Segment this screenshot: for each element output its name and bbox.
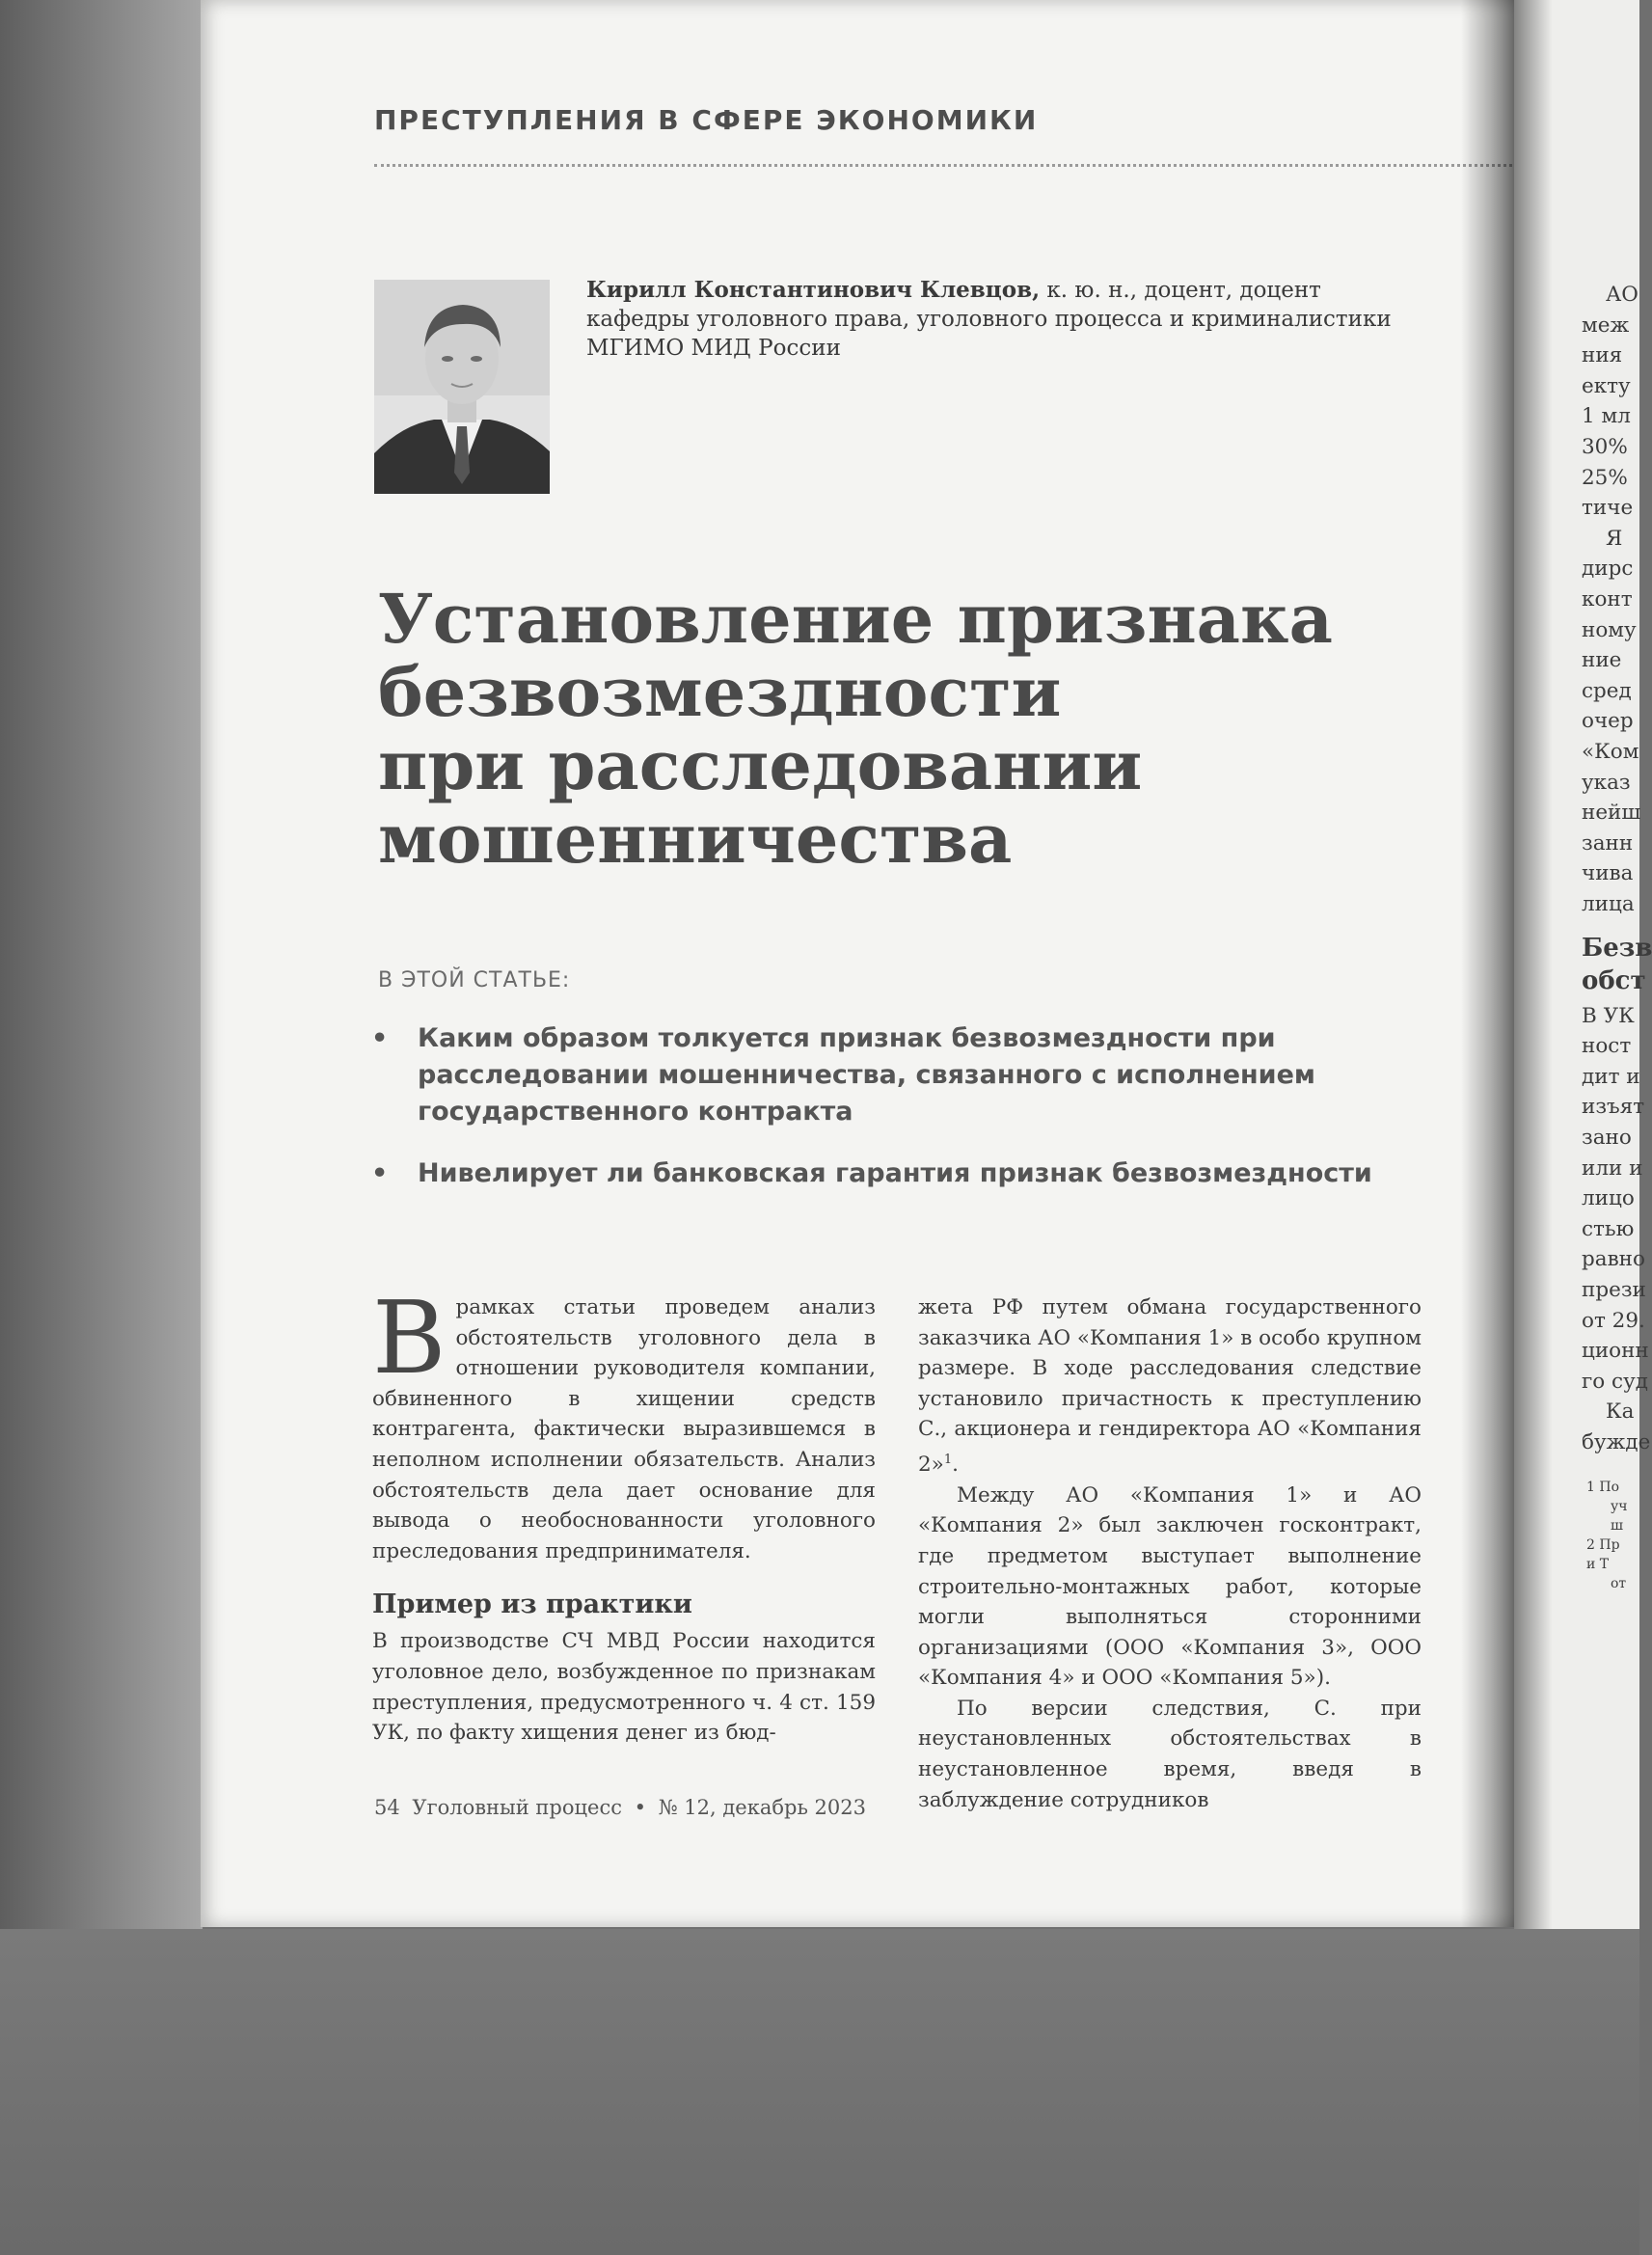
adjacent-line: го суд <box>1582 1369 1648 1394</box>
author-portrait-image <box>374 280 550 494</box>
adjacent-line: лицо <box>1582 1186 1635 1211</box>
adjacent-subheading: Безв <box>1582 933 1652 963</box>
body-paragraph: По версии следствия, С. при неустановленных обстоятельствах в неустановленное время, введя в заблуждение сотрудников <box>918 1696 1422 1812</box>
adjacent-line: стью <box>1582 1216 1635 1241</box>
bullet-icon: • <box>371 1023 389 1053</box>
adjacent-line: прези <box>1582 1278 1646 1302</box>
title-line: при расследовании <box>378 725 1143 805</box>
adjacent-line: екту <box>1582 373 1631 398</box>
adjacent-line: дит и <box>1582 1064 1640 1089</box>
adjacent-line: 25% <box>1582 465 1628 490</box>
adjacent-line: ние <box>1582 648 1622 673</box>
adjacent-line: ния <box>1582 343 1623 368</box>
article-bullet <box>371 1020 1442 1130</box>
adjacent-footnote: ш <box>1611 1517 1624 1534</box>
adjacent-line: указ <box>1582 770 1631 795</box>
drop-cap: В <box>372 1279 447 1397</box>
adjacent-line: тиче <box>1582 496 1634 521</box>
adjacent-line: равно <box>1582 1247 1645 1272</box>
article-bullet <box>371 1155 1442 1192</box>
journal-name: Уголовный процесс <box>412 1796 622 1819</box>
issue-info: № 12, декабрь 2023 <box>658 1796 866 1819</box>
adjacent-line: Ка <box>1606 1399 1635 1425</box>
book-gutter-shadow <box>1461 0 1514 1927</box>
title-line: мошенничества <box>378 799 1013 879</box>
adjacent-line: Я <box>1606 526 1623 551</box>
adjacent-footnote: 1 По <box>1586 1479 1619 1495</box>
body-column-right <box>918 1292 1422 1815</box>
practice-paragraph: В производстве СЧ МВД России находится уголовное дело, возбужденное по признакам преступления, предусмотренного ч. 4 ст. 159 УК, по факту хищения денег из бюд- <box>372 1629 876 1746</box>
article-title <box>378 579 1439 879</box>
adjacent-line: лица <box>1582 892 1635 916</box>
adjacent-line: сред <box>1582 678 1632 703</box>
section-heading: ПРЕСТУПЛЕНИЯ В СФЕРЕ ЭКОНОМИКИ <box>374 104 1039 136</box>
adjacent-line: от 29. <box>1582 1308 1645 1333</box>
adjacent-line: занн <box>1582 830 1634 856</box>
footer-separator: • <box>634 1796 647 1819</box>
adjacent-footnote: и Т <box>1586 1556 1610 1572</box>
intro-paragraph <box>372 1279 876 1566</box>
body-column-left <box>372 1279 876 1749</box>
adjacent-line: ному <box>1582 617 1637 642</box>
adjacent-line: «Ком <box>1582 740 1639 764</box>
author-photo <box>374 280 550 494</box>
adjacent-line: ционн <box>1582 1339 1649 1364</box>
dotted-divider <box>374 164 1512 167</box>
adjacent-line: изъят <box>1582 1095 1645 1120</box>
page-number: 54 <box>374 1796 400 1819</box>
footnote-ref: 1 <box>943 1452 953 1467</box>
in-this-article-label: В ЭТОЙ СТАТЬЕ: <box>378 968 571 992</box>
adjacent-line: очер <box>1582 709 1634 734</box>
body-paragraph <box>918 1292 1422 1481</box>
paragraph-text: жета РФ путем обмана государственного заказчика АО «Компания 1» в особо крупном размере. В ходе расследования следствие установило причастность к преступлению С., акционера и гендиректора АО «Компания 2» <box>918 1295 1422 1478</box>
title-line: Установление признака <box>378 579 1333 659</box>
adjacent-subheading: обст <box>1582 965 1646 995</box>
adjacent-footnote: уч <box>1611 1498 1628 1514</box>
adjacent-footnote: 2 Пр <box>1586 1536 1620 1553</box>
page-footer <box>374 1796 872 1819</box>
adjacent-page-shadow <box>1514 0 1553 1929</box>
adjacent-line: ност <box>1582 1034 1632 1059</box>
bullet-icon: • <box>371 1158 389 1188</box>
adjacent-page <box>1514 0 1652 1929</box>
adjacent-line: дирс <box>1582 557 1634 582</box>
adjacent-line: АО <box>1606 283 1638 307</box>
adjacent-line: 1 мл <box>1582 404 1631 429</box>
adjacent-line: или и <box>1582 1155 1643 1181</box>
author-info <box>586 276 1396 363</box>
adjacent-footnote: от <box>1611 1575 1627 1591</box>
bullet-text: Нивелирует ли банковская гарантия признак безвозмездности <box>418 1158 1372 1188</box>
adjacent-line: меж <box>1582 312 1630 338</box>
body-paragraph: Между АО «Компания 1» и АО «Компания 2» был заключен госконтракт, где предметом выступает выполнение строительно-монтажных работ, которые могли выполняться сторонними организациями (ООО «Компания 3», ООО «Компания 4» и ООО «Компания 5»). <box>918 1482 1422 1691</box>
scan-margin-bottom <box>0 1929 1639 2255</box>
bullet-text: Каким образом толкуется признак безвозмездности при расследовании мошенничества, связанного с исполнением государственного контракта <box>418 1023 1315 1127</box>
scan-margin-left <box>0 0 203 2255</box>
adjacent-line: нейш <box>1582 801 1641 826</box>
adjacent-line: бужде <box>1582 1430 1651 1454</box>
adjacent-line: В УК <box>1582 1003 1635 1028</box>
author-name: Кирилл Константинович Клевцов, <box>586 277 1041 303</box>
adjacent-line: конт <box>1582 587 1633 611</box>
adjacent-line: 30% <box>1582 435 1628 459</box>
paragraph-end: . <box>952 1453 959 1478</box>
intro-text: рамках статьи проведем анализ обстоятельств уголовного дела в отношении руководителя компании, обвиненного в хищении средств контрагента, фактически выразившемся в неполном исполнении обязательств. Анализ обстоятельств дела дает основание для вывода о необоснованности уголовного преследования предпринимателя. <box>372 1295 876 1563</box>
title-line: безвозмездности <box>378 652 1062 732</box>
author-credentials: к. ю. н., доцент, доцент кафедры уголовного права, уголовного процесса и криминалистики МГИМО МИД России <box>586 278 1392 361</box>
adjacent-line: зано <box>1582 1126 1632 1150</box>
practice-heading: Пример из практики <box>372 1589 692 1620</box>
adjacent-line: чива <box>1582 861 1634 886</box>
